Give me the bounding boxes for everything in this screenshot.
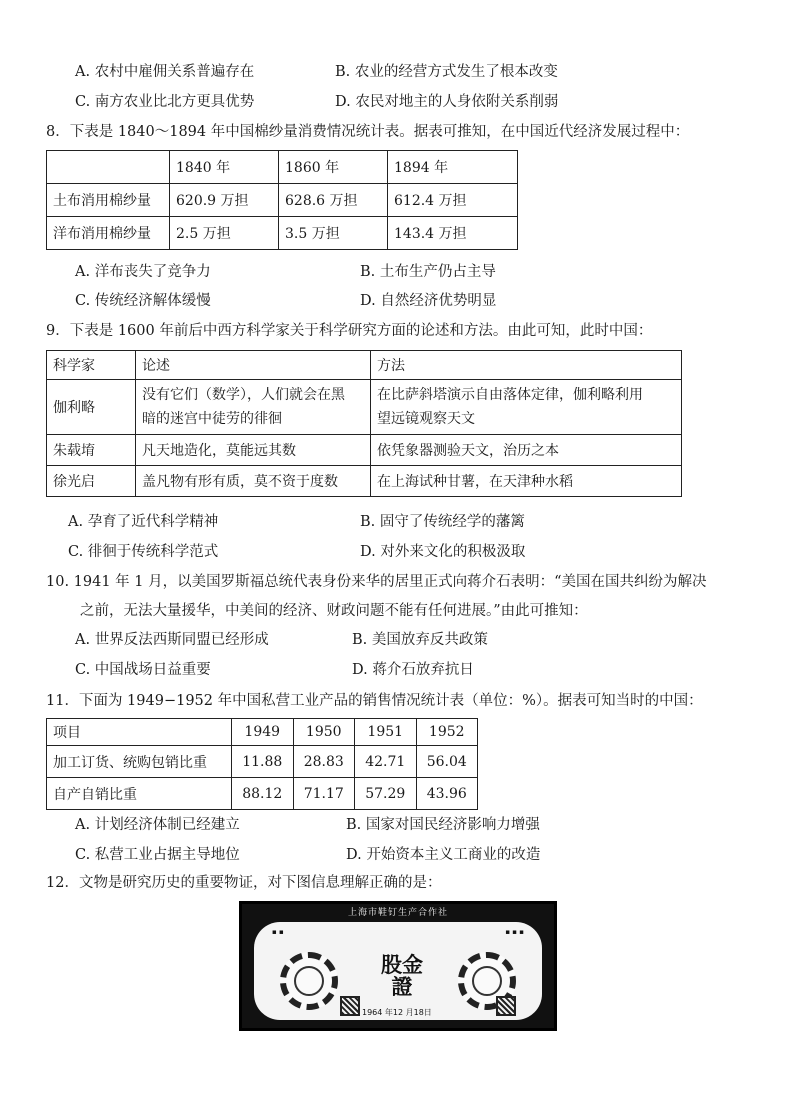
q9-statement-line: 暗的迷宫中徒劳的徘徊: [142, 411, 282, 427]
certificate-title: 股金證: [381, 952, 423, 999]
q11-header-cell: 项目: [47, 719, 232, 746]
q8-cell: 612.4 万担: [388, 184, 518, 217]
q11-option-a: A. 计划经济体制已经建立: [75, 817, 240, 833]
stamp-icon: [340, 996, 360, 1016]
q11-cell: 28.83: [293, 746, 355, 778]
q11-option-b: B. 国家对国民经济影响力增强: [346, 817, 540, 833]
q10-stem-line-2: 之前，无法大量援华，中美间的经济、财政问题不能有任何进展。”由此可推知：: [80, 603, 588, 619]
q8-cell: 143.4 万担: [388, 217, 518, 250]
q9-scientist-cell: 朱载堉: [47, 435, 136, 466]
q9-header-cell: 科学家: [47, 351, 136, 380]
certificate-corner-mark: ▪ ▪ ▪: [505, 928, 524, 936]
q10-stem-line-1: 10. 1941 年 1 月，以美国罗斯福总统代表身份来华的居里正式向蒋介石表明：“美国在国共纠纷为解决: [46, 574, 707, 590]
certificate-body: [254, 922, 542, 1020]
q9-statement-cell: 凡天地造化，莫能远其数: [136, 435, 371, 466]
q11-cell: 43.96: [416, 778, 478, 810]
q9-option-d: D. 对外来文化的积极汲取: [360, 544, 526, 560]
q11-table: [46, 718, 478, 810]
q9-method-cell: [371, 380, 682, 435]
q8-cell: 2.5 万担: [170, 217, 279, 250]
q11-cell: 57.29: [355, 778, 417, 810]
q8-table: [46, 150, 518, 250]
q9-method-cell: 在上海试种甘薯，在天津种水稻: [371, 466, 682, 497]
q10-option-a: A. 世界反法西斯同盟已经形成: [75, 632, 269, 648]
q9-statement-cell: 盖凡物有形有质，莫不资于度数: [136, 466, 371, 497]
q11-header-cell: 1951: [355, 719, 417, 746]
q11-option-d: D. 开始资本主义工商业的改造: [346, 847, 541, 863]
q8-cell: 620.9 万担: [170, 184, 279, 217]
q8-header-cell: 1840 年: [170, 151, 279, 184]
q8-cell: 628.6 万担: [279, 184, 388, 217]
q11-cell: 42.71: [355, 746, 417, 778]
q10-option-d: D. 蒋介石放弃抗日: [352, 662, 474, 678]
q9-stem: 9．下表是 1600 年前后中西方科学家关于科学研究方面的论述和方法。由此可知，此时中国：: [46, 323, 653, 339]
certificate-issuer: 上海市鞋钉生产合作社: [347, 908, 448, 918]
q9-header-cell: 论述: [136, 351, 371, 380]
q8-header-cell: 1860 年: [279, 151, 388, 184]
q9-table: [46, 350, 682, 497]
certificate-corner-mark: ▪ ▪: [272, 928, 284, 936]
q8-option-a: A. 洋布丧失了竞争力: [75, 264, 211, 280]
stamp-icon: [496, 996, 516, 1016]
q7-option-d: D. 农民对地主的人身依附关系削弱: [335, 94, 559, 110]
q11-cell: 加工订货、统购包销比重: [47, 746, 232, 778]
q11-stem: 11．下面为 1949−1952 年中国私营工业产品的销售情况统计表（单位：%）。据表可知当时的中国：: [46, 693, 703, 709]
q11-header-cell: 1952: [416, 719, 478, 746]
certificate-date: 1964 年12 月18日: [362, 1008, 432, 1017]
q9-method-line: 望远镜观察天文: [377, 411, 475, 427]
q11-header-cell: 1950: [293, 719, 355, 746]
q9-header-cell: 方法: [371, 351, 682, 380]
q8-option-d: D. 自然经济优势明显: [360, 293, 497, 309]
q11-header-cell: 1949: [232, 719, 294, 746]
q10-option-b: B. 美国放弃反共政策: [352, 632, 488, 648]
q8-cell: 3.5 万担: [279, 217, 388, 250]
q9-option-c: C. 徘徊于传统科学范式: [68, 544, 219, 560]
q12-stem: 12．文物是研究历史的重要物证，对下图信息理解正确的是：: [46, 875, 442, 891]
share-certificate-image: [239, 901, 557, 1031]
q8-stem: 8．下表是 1840～1894 年中国棉纱量消费情况统计表。据表可推知，在中国近代经济发展过程中：: [46, 124, 690, 140]
q11-cell: 88.12: [232, 778, 294, 810]
q9-method-line: 在比萨斜塔演示自由落体定律，伽利略利用: [377, 387, 643, 403]
left-gear-seal-icon: [280, 952, 338, 1010]
q7-option-b: B. 农业的经营方式发生了根本改变: [335, 64, 558, 80]
q11-cell: 71.17: [293, 778, 355, 810]
q8-cell: 土布消用棉纱量: [47, 184, 170, 217]
q11-cell: 11.88: [232, 746, 294, 778]
q9-option-a: A. 孕育了近代科学精神: [68, 514, 219, 530]
q8-header-cell: 1894 年: [388, 151, 518, 184]
q9-scientist-cell: 伽利略: [47, 380, 136, 435]
q7-option-a: A. 农村中雇佣关系普遍存在: [75, 64, 255, 80]
q9-option-b: B. 固守了传统经学的藩篱: [360, 514, 525, 530]
q9-method-cell: 依凭象器测验天文，治历之本: [371, 435, 682, 466]
q9-statement-cell: [136, 380, 371, 435]
q9-statement-line: 没有它们（数学），人们就会在黑: [142, 387, 345, 403]
q11-cell: 自产自销比重: [47, 778, 232, 810]
q9-scientist-cell: 徐光启: [47, 466, 136, 497]
q8-cell: 洋布消用棉纱量: [47, 217, 170, 250]
q7-option-c: C. 南方农业比北方更具优势: [75, 94, 255, 110]
q11-option-c: C. 私营工业占据主导地位: [75, 847, 240, 863]
q8-option-c: C. 传统经济解体缓慢: [75, 293, 211, 309]
q11-cell: 56.04: [416, 746, 478, 778]
q8-option-b: B. 土布生产仍占主导: [360, 264, 496, 280]
q10-option-c: C. 中国战场日益重要: [75, 662, 211, 678]
q8-header-cell: [47, 151, 170, 184]
